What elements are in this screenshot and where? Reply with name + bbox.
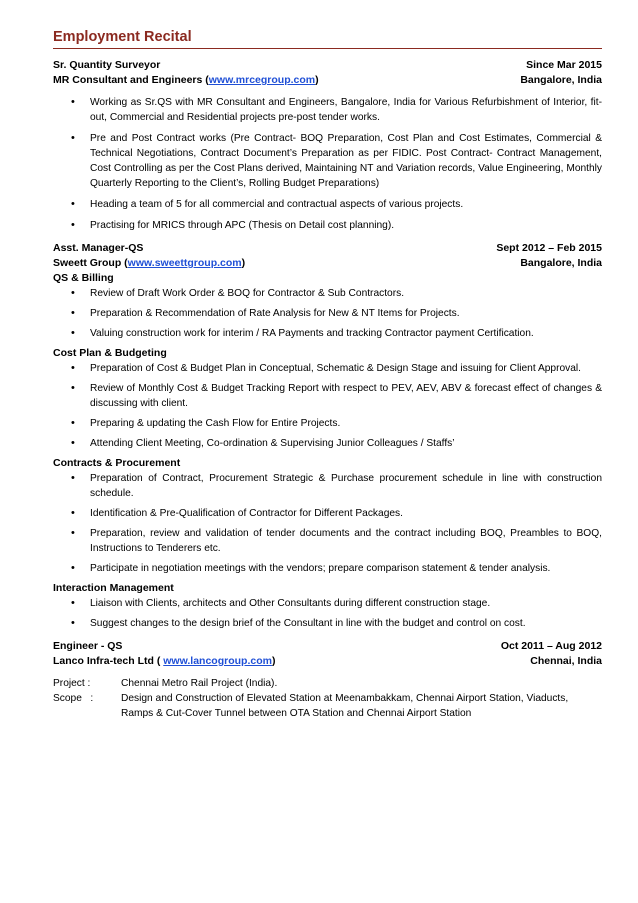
job-title: Asst. Manager-QS bbox=[53, 242, 144, 254]
job-location: Chennai, India bbox=[530, 655, 602, 667]
company-link[interactable]: www.lancogroup.com bbox=[163, 655, 272, 667]
list-item: • Identification & Pre-Qualification of Contractor for Different Packages. bbox=[53, 506, 602, 521]
list-item: • Heading a team of 5 for all commercial and contractual aspects of various projects. bbox=[53, 197, 602, 212]
project-value: Chennai Metro Rail Project (India). bbox=[121, 678, 278, 689]
company-name: Sweett Group ( bbox=[53, 257, 128, 269]
scope-row bbox=[53, 691, 602, 721]
company-line: Lanco Infra-tech Ltd ( www.lancogroup.com) Chennai, India bbox=[53, 655, 602, 667]
job-header bbox=[53, 639, 602, 654]
subsection-bullets bbox=[53, 596, 602, 631]
list-item: • Practising for MRICS through APC (Thesis on Detail cost planning). bbox=[53, 218, 602, 233]
list-item: • Attending Client Meeting, Co-ordination & Supervising Junior Colleagues / Staffs’ bbox=[53, 436, 602, 451]
job-bullets bbox=[53, 95, 602, 233]
company-link[interactable]: www.mrcegroup.com bbox=[208, 74, 316, 86]
list-item: • Pre and Post Contract works (Pre Contract- BOQ Preparation, Cost Plan and Cost Estimates, Commercial & Technical Negotiations, Contract Document’s Preparation as per FIDIC. Post Contract- Contract Management, Cost Controlling as per the Cost Plans derived, Maintaining NT and Variation records, Value Engineering, Monthly Quarterly Reporting to the Client’s, Rolling Budget Preparations) bbox=[53, 131, 602, 191]
list-item: • Valuing construction work for interim / RA Payments and tracking Contractor payment Certification. bbox=[53, 326, 602, 341]
project-label: Project : bbox=[53, 678, 91, 689]
subsection-bullets bbox=[53, 471, 602, 576]
resume-page bbox=[53, 28, 602, 721]
job-location: Bangalore, India bbox=[520, 74, 602, 86]
subsection-bullets bbox=[53, 286, 602, 341]
list-item: • Suggest changes to the design brief of the Consultant in line with the budget and control on cost. bbox=[53, 616, 602, 631]
job-title: Sr. Quantity Surveyor bbox=[53, 59, 161, 71]
list-item: • Review of Monthly Cost & Budget Tracking Report with respect to PEV, AEV, ABV & forecast effect of changes & discussing with client. bbox=[53, 381, 602, 411]
subsection-heading: QS & Billing bbox=[53, 272, 114, 284]
scope-label: Scope : bbox=[53, 693, 94, 704]
list-item: • Review of Draft Work Order & BOQ for Contractor & Sub Contractors. bbox=[53, 286, 602, 301]
job-entry-1 bbox=[53, 58, 602, 233]
job-header bbox=[53, 58, 602, 73]
job-date: Sept 2012 – Feb 2015 bbox=[496, 242, 602, 254]
job-date: Since Mar 2015 bbox=[526, 59, 602, 71]
job-entry-3 bbox=[53, 639, 602, 721]
subsection-heading: Contracts & Procurement bbox=[53, 457, 181, 469]
subsection-heading: Interaction Management bbox=[53, 582, 174, 594]
subsection-bullets bbox=[53, 361, 602, 451]
project-row bbox=[53, 676, 602, 691]
list-item: • Preparation of Contract, Procurement Strategic & Purchase procurement schedule in line with construction schedule. bbox=[53, 471, 602, 501]
job-location: Bangalore, India bbox=[520, 257, 602, 269]
company-line: Sweett Group (www.sweettgroup.com) Bangalore, India bbox=[53, 257, 602, 269]
job-entry-2 bbox=[53, 241, 602, 631]
company-name: Lanco Infra-tech Ltd ( bbox=[53, 655, 164, 667]
job-date: Oct 2011 – Aug 2012 bbox=[500, 640, 602, 652]
company-line: MR Consultant and Engineers (www.mrcegroup.com) Bangalore, India bbox=[53, 74, 602, 86]
job-title: Engineer - QS bbox=[53, 640, 123, 652]
section-title: Employment Recital bbox=[53, 28, 602, 49]
list-item: • Preparation of Cost & Budget Plan in Conceptual, Schematic & Design Stage and issuing for Client Approval. bbox=[53, 361, 602, 376]
list-item: • Participate in negotiation meetings with the vendors; prepare comparison statement & tender analysis. bbox=[53, 561, 602, 576]
list-item: • Liaison with Clients, architects and Other Consultants during different construction stage. bbox=[53, 596, 602, 611]
list-item: • Preparation & Recommendation of Rate Analysis for New & NT Items for Projects. bbox=[53, 306, 602, 321]
subsection-heading: Cost Plan & Budgeting bbox=[53, 347, 167, 359]
company-link[interactable]: www.sweettgroup.com bbox=[127, 257, 242, 269]
company-name: MR Consultant and Engineers ( bbox=[53, 74, 209, 86]
list-item: • Preparation, review and validation of tender documents and the contract including BOQ, Preambles to BOQ, Instructions to Tenderers etc. bbox=[53, 526, 602, 556]
list-item: • Preparing & updating the Cash Flow for Entire Projects. bbox=[53, 416, 602, 431]
job-header bbox=[53, 241, 602, 256]
list-item: • Working as Sr.QS with MR Consultant and Engineers, Bangalore, India for Various Refurbishment of Interior, fit-out, Commercial and Residential projects pre-post tender works. bbox=[53, 95, 602, 125]
scope-value: Design and Construction of Elevated Station at Meenambakkam, Chennai Airport Station, Viaducts, Ramps & Cut-Cover Tunnel between OTA Station and Chennai Airport Station bbox=[121, 693, 569, 719]
